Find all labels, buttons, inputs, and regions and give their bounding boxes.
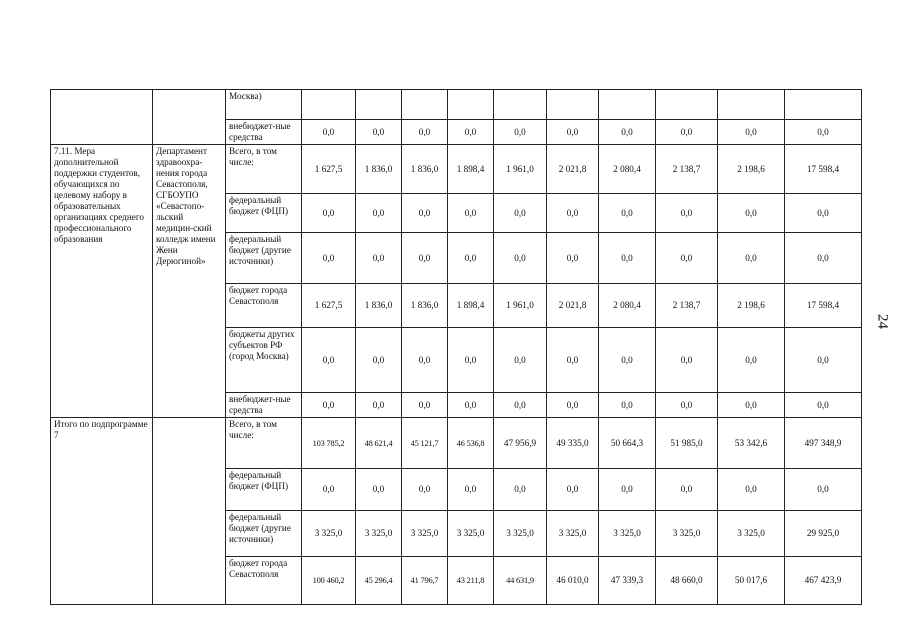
value-cell: 1 898,4 <box>448 284 494 328</box>
value-cell: 0,0 <box>547 194 599 233</box>
value-cell: 3 325,0 <box>448 511 494 557</box>
value-cell: 48 621,4 <box>356 418 402 469</box>
value-cell: 0,0 <box>356 120 402 145</box>
value-cell: 0,0 <box>599 393 656 418</box>
value-cell: 50 017,6 <box>718 557 785 605</box>
value-cell: 0,0 <box>494 120 547 145</box>
value-cell: 45 121,7 <box>402 418 448 469</box>
value-cell: 2 138,7 <box>656 145 718 194</box>
subprogram-total-label: Итого по подпрограмме 7 <box>51 418 153 605</box>
value-cell: 44 631,9 <box>494 557 547 605</box>
value-cell: 497 348,9 <box>785 418 862 469</box>
value-cell <box>402 90 448 120</box>
value-cell: 0,0 <box>656 393 718 418</box>
value-cell: 103 785,2 <box>302 418 356 469</box>
value-cell: 0,0 <box>402 469 448 511</box>
funding-source-cell: бюджет города Севастополя <box>226 284 302 328</box>
value-cell <box>448 90 494 120</box>
value-cell: 3 325,0 <box>547 511 599 557</box>
value-cell: 0,0 <box>448 393 494 418</box>
value-cell: 3 325,0 <box>718 511 785 557</box>
funding-source-cell: Всего, в том числе: <box>226 418 302 469</box>
value-cell: 46 536,8 <box>448 418 494 469</box>
value-cell: 100 460,2 <box>302 557 356 605</box>
value-cell: 1 898,4 <box>448 145 494 194</box>
value-cell: 0,0 <box>785 393 862 418</box>
value-cell: 0,0 <box>718 194 785 233</box>
value-cell: 0,0 <box>656 120 718 145</box>
value-cell <box>494 90 547 120</box>
value-cell: 1 836,0 <box>402 145 448 194</box>
value-cell: 49 335,0 <box>547 418 599 469</box>
value-cell: 0,0 <box>656 469 718 511</box>
value-cell: 0,0 <box>448 328 494 393</box>
funding-source-cell: федеральный бюджет (ФЦП) <box>226 194 302 233</box>
value-cell: 2 198,6 <box>718 284 785 328</box>
value-cell: 0,0 <box>718 328 785 393</box>
value-cell: 0,0 <box>599 194 656 233</box>
funding-source-cell: Всего, в том числе: <box>226 145 302 194</box>
value-cell: 29 925,0 <box>785 511 862 557</box>
value-cell: 0,0 <box>402 233 448 284</box>
value-cell: 0,0 <box>494 393 547 418</box>
value-cell: 0,0 <box>402 393 448 418</box>
value-cell: 0,0 <box>448 469 494 511</box>
value-cell: 2 021,8 <box>547 284 599 328</box>
value-cell: 0,0 <box>494 194 547 233</box>
value-cell: 0,0 <box>547 328 599 393</box>
funding-source-cell: бюджет города Севастополя <box>226 557 302 605</box>
measure-name-cell: 7.11. Мера дополнительной поддержки студентов, обучающихся по целевому набору в образовательных организациях среднего профессионального образования <box>51 145 153 418</box>
funding-source-cell: федеральный бюджет (другие источники) <box>226 511 302 557</box>
value-cell: 0,0 <box>718 393 785 418</box>
value-cell: 0,0 <box>356 233 402 284</box>
value-cell: 0,0 <box>785 194 862 233</box>
funding-source-cell: внебюджет-ные средства <box>226 120 302 145</box>
value-cell: 0,0 <box>402 120 448 145</box>
value-cell <box>656 90 718 120</box>
value-cell: 2 021,8 <box>547 145 599 194</box>
value-cell: 0,0 <box>302 393 356 418</box>
table-row <box>51 145 862 194</box>
value-cell <box>785 90 862 120</box>
value-cell: 0,0 <box>448 120 494 145</box>
value-cell: 1 836,0 <box>356 284 402 328</box>
value-cell: 0,0 <box>448 233 494 284</box>
executor-cell: Департамент здравоохра-нения города Севастополя, СГБОУПО «Севастопо-льский медицин-ский колледж имени Жени Дерюгиной» <box>153 145 226 418</box>
value-cell: 0,0 <box>302 328 356 393</box>
value-cell: 47 339,3 <box>599 557 656 605</box>
funding-source-cell: бюджеты других субъектов РФ (город Москва) <box>226 328 302 393</box>
value-cell: 0,0 <box>302 233 356 284</box>
value-cell: 3 325,0 <box>302 511 356 557</box>
value-cell <box>718 90 785 120</box>
value-cell: 17 598,4 <box>785 145 862 194</box>
value-cell: 0,0 <box>656 328 718 393</box>
page-number: 24 <box>874 314 891 329</box>
value-cell: 46 010,0 <box>547 557 599 605</box>
value-cell: 0,0 <box>656 233 718 284</box>
value-cell: 0,0 <box>356 469 402 511</box>
value-cell: 0,0 <box>356 194 402 233</box>
value-cell: 0,0 <box>448 194 494 233</box>
value-cell: 2 198,6 <box>718 145 785 194</box>
value-cell: 3 325,0 <box>402 511 448 557</box>
value-cell: 0,0 <box>599 328 656 393</box>
value-cell: 1 627,5 <box>302 284 356 328</box>
value-cell: 1 836,0 <box>402 284 448 328</box>
value-cell: 3 325,0 <box>356 511 402 557</box>
value-cell: 1 961,0 <box>494 145 547 194</box>
value-cell: 0,0 <box>785 233 862 284</box>
table-row <box>51 418 862 469</box>
funding-source-cell: федеральный бюджет (другие источники) <box>226 233 302 284</box>
budget-table <box>50 89 862 605</box>
funding-source-cell: внебюджет-ные средства <box>226 393 302 418</box>
value-cell: 2 138,7 <box>656 284 718 328</box>
value-cell <box>302 90 356 120</box>
value-cell: 51 985,0 <box>656 418 718 469</box>
value-cell: 0,0 <box>494 233 547 284</box>
value-cell: 0,0 <box>718 120 785 145</box>
value-cell: 1 627,5 <box>302 145 356 194</box>
funding-source-cell: федеральный бюджет (ФЦП) <box>226 469 302 511</box>
value-cell: 0,0 <box>599 120 656 145</box>
executor-cell-continued <box>153 90 226 145</box>
value-cell: 1 961,0 <box>494 284 547 328</box>
value-cell: 1 836,0 <box>356 145 402 194</box>
value-cell: 50 664,3 <box>599 418 656 469</box>
value-cell: 0,0 <box>302 120 356 145</box>
funding-source-cell: Москва) <box>226 90 302 120</box>
value-cell: 2 080,4 <box>599 284 656 328</box>
value-cell: 0,0 <box>656 194 718 233</box>
value-cell: 0,0 <box>785 328 862 393</box>
value-cell: 43 211,8 <box>448 557 494 605</box>
value-cell: 48 660,0 <box>656 557 718 605</box>
value-cell: 0,0 <box>302 194 356 233</box>
value-cell: 0,0 <box>785 469 862 511</box>
value-cell: 0,0 <box>494 328 547 393</box>
value-cell: 0,0 <box>302 469 356 511</box>
value-cell: 467 423,9 <box>785 557 862 605</box>
value-cell: 3 325,0 <box>494 511 547 557</box>
value-cell: 3 325,0 <box>599 511 656 557</box>
value-cell: 0,0 <box>547 120 599 145</box>
value-cell: 3 325,0 <box>656 511 718 557</box>
value-cell: 0,0 <box>599 469 656 511</box>
value-cell: 17 598,4 <box>785 284 862 328</box>
value-cell: 0,0 <box>402 328 448 393</box>
value-cell: 0,0 <box>785 120 862 145</box>
value-cell <box>599 90 656 120</box>
measure-cell-continued <box>51 90 153 145</box>
value-cell: 0,0 <box>356 393 402 418</box>
value-cell: 41 796,7 <box>402 557 448 605</box>
value-cell: 0,0 <box>547 233 599 284</box>
value-cell: 45 296,4 <box>356 557 402 605</box>
value-cell: 0,0 <box>356 328 402 393</box>
value-cell: 47 956,9 <box>494 418 547 469</box>
value-cell <box>547 90 599 120</box>
total-executor-cell <box>153 418 226 605</box>
value-cell <box>356 90 402 120</box>
value-cell: 0,0 <box>718 469 785 511</box>
value-cell: 0,0 <box>599 233 656 284</box>
value-cell: 0,0 <box>718 233 785 284</box>
value-cell: 0,0 <box>494 469 547 511</box>
table-row <box>51 90 862 120</box>
value-cell: 0,0 <box>547 469 599 511</box>
value-cell: 2 080,4 <box>599 145 656 194</box>
value-cell: 0,0 <box>547 393 599 418</box>
value-cell: 53 342,6 <box>718 418 785 469</box>
value-cell: 0,0 <box>402 194 448 233</box>
